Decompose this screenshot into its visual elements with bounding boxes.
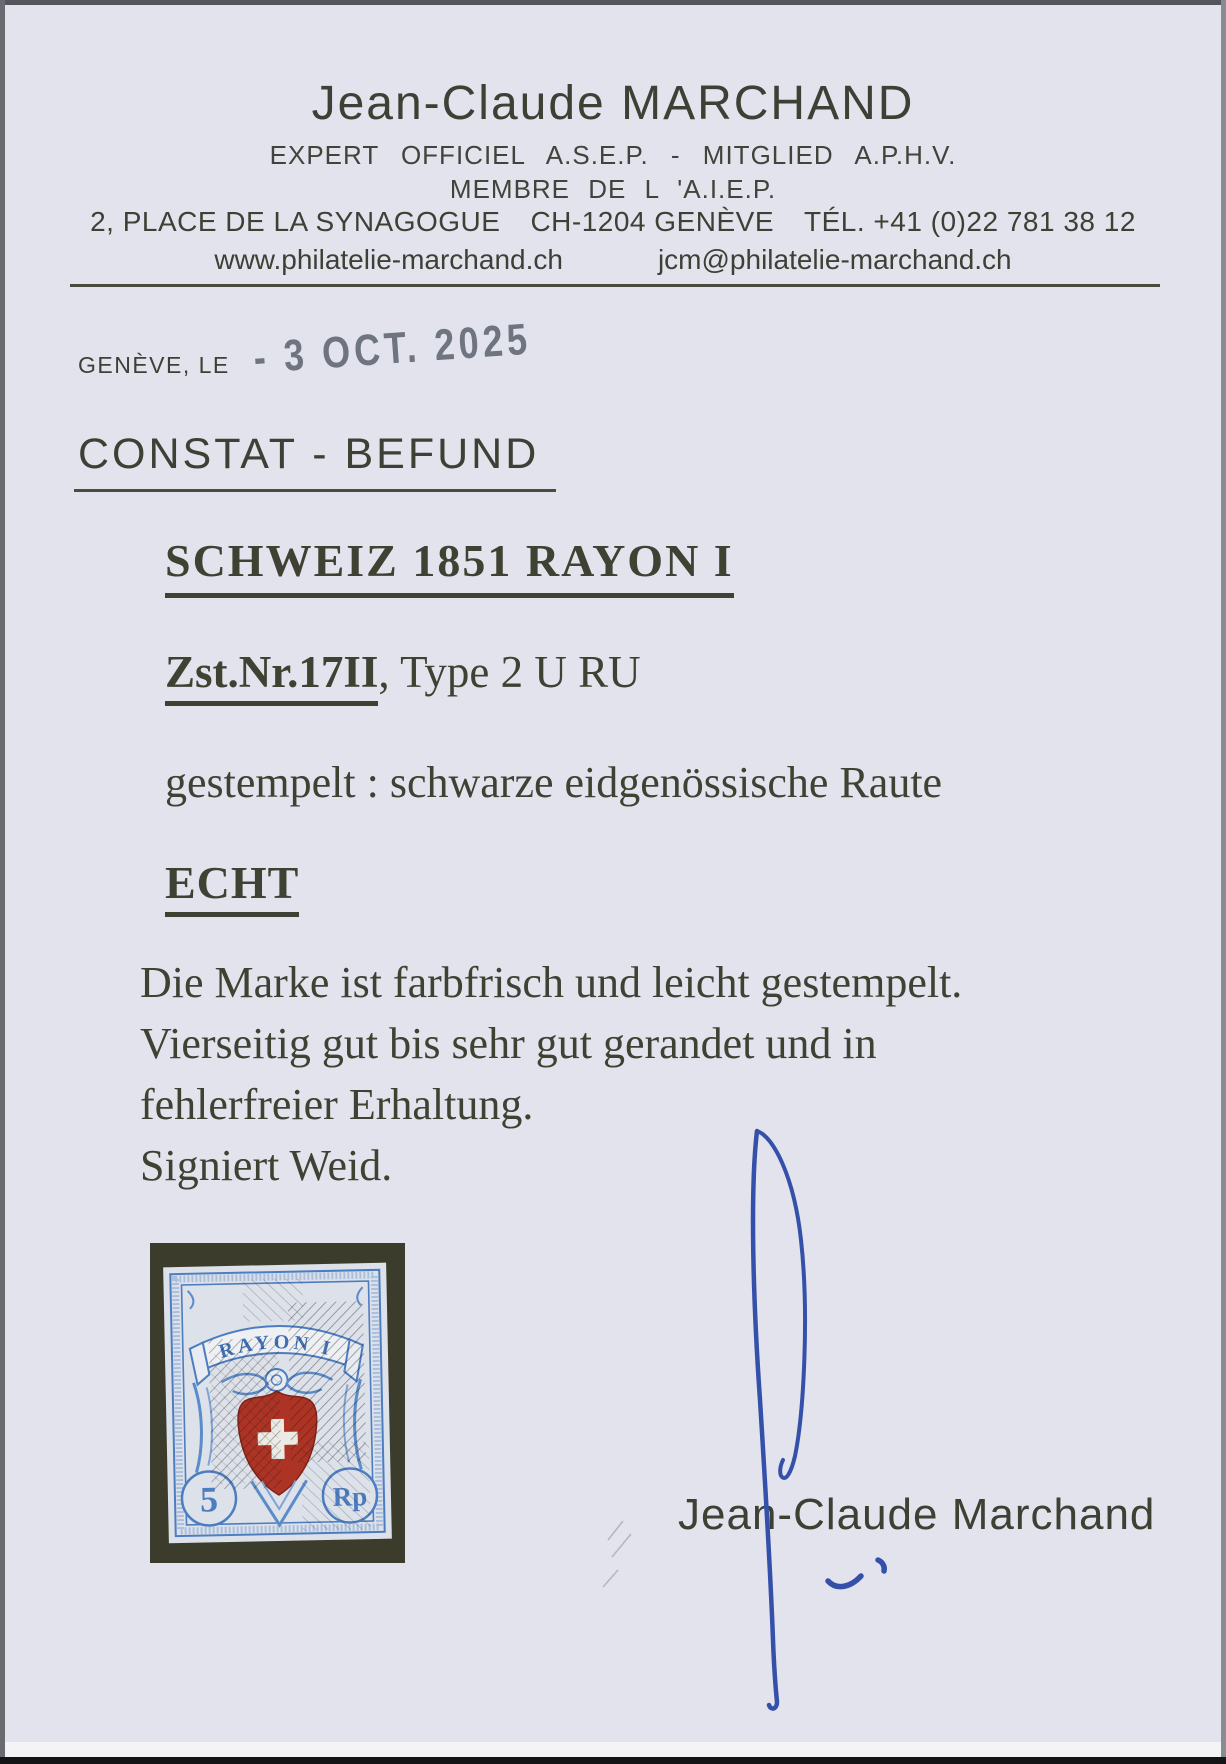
printed-signature-name: Jean-Claude Marchand (678, 1490, 1156, 1539)
document-type-title: CONSTAT - BEFUND (78, 430, 540, 478)
catalog-line (165, 646, 641, 698)
contact-row (0, 244, 1226, 276)
catalog-type: , Type 2 U RU (378, 647, 641, 697)
findings-line-3: fehlerfreier Erhaltung. (140, 1080, 534, 1129)
findings-line-2: Vierseitig gut bis sehr gut gerandet und in (140, 1019, 877, 1068)
email-text: jcm@philatelie-marchand.ch (657, 244, 1012, 275)
expert-titles-line2: MEMBRE DE L 'A.I.E.P. (449, 174, 777, 204)
handwritten-signature (753, 1131, 884, 1709)
findings-line-4: Signiert Weid. (140, 1141, 393, 1190)
address-street: 2, PLACE DE LA SYNAGOGUE (90, 206, 501, 237)
stamp-currency: Rp (332, 1481, 368, 1512)
certificate-title: SCHWEIZ 1851 RAYON I (165, 534, 734, 598)
stamp-banner-label: RAYON I (216, 1331, 337, 1363)
address-city: CH-1204 GENÈVE (530, 206, 774, 237)
faint-pencil-marks (603, 1521, 631, 1587)
catalog-number: Zst.Nr.17II (165, 647, 378, 706)
address-row (0, 206, 1226, 238)
scan-edge-top (0, 0, 1226, 5)
findings-paragraph (140, 952, 962, 1196)
letterhead-divider (70, 284, 1160, 287)
rayon-stamp-photo (150, 1243, 405, 1563)
verdict-echt: ECHT (165, 856, 299, 917)
findings-line-1: Die Marke ist farbfrisch und leicht gestempelt. (140, 958, 963, 1007)
expert-titles-line1: EXPERT OFFICIEL A.S.E.P. - MITGLIED A.P.H.V. (269, 140, 957, 170)
scan-strip-white (5, 1742, 1221, 1757)
stamp-value: 5 (199, 1479, 219, 1520)
address-phone: TÉL. +41 (0)22 781 38 12 (804, 206, 1136, 237)
website-text: www.philatelie-marchand.ch (214, 244, 563, 275)
cancellation-line: gestempelt : schwarze eidgenössische Raute (165, 758, 943, 807)
stamp-artwork (163, 1263, 392, 1544)
scan-strip-black (0, 1757, 1226, 1764)
place-line: GENÈVE, LE (78, 352, 230, 378)
expert-name: Jean-Claude MARCHAND (311, 77, 915, 130)
document-type-underline (74, 489, 556, 492)
date-stamp: - 3 OCT. 2025 (252, 314, 533, 383)
